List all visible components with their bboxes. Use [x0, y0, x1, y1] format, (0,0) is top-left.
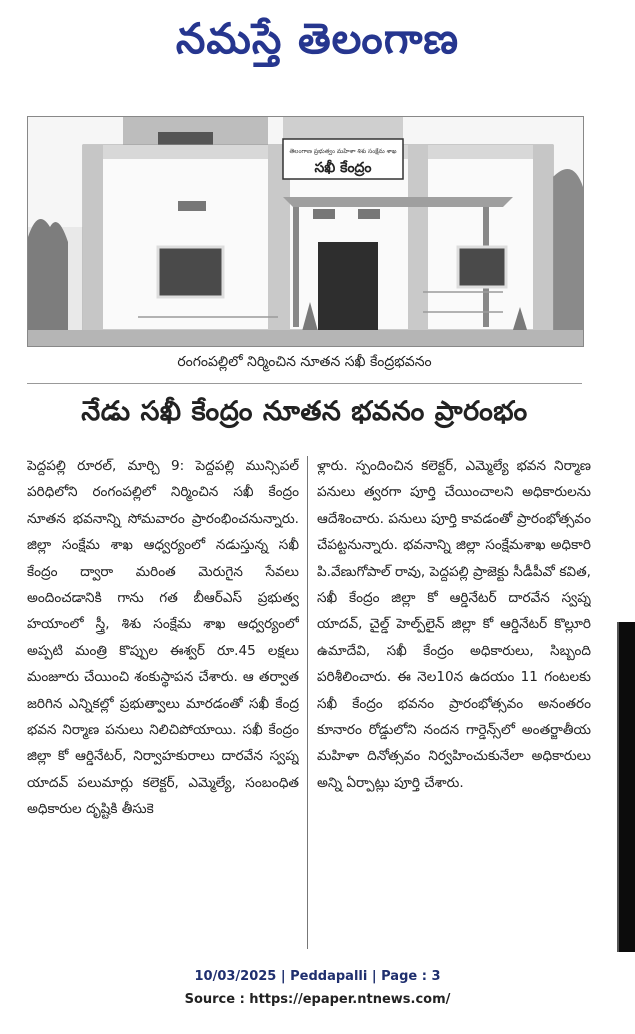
footer-date-line: 10/03/2025 | Peddapalli | Page : 3	[194, 969, 441, 984]
adjacent-article-edge	[617, 622, 635, 952]
separator-line	[27, 383, 582, 384]
article-photo	[27, 116, 584, 347]
board-line1: తెలంగాణ ప్రభుత్వం మహిళా శిశు సంక్షేమ శాఖ	[289, 148, 397, 155]
sakhi-kendram-building-illustration	[28, 117, 583, 346]
article-left-text: పెద్దపల్లి రూరల్, మార్చి 9: పెద్దపల్లి మున్సిపల్ పరిధిలోని రంగంపల్లిలో నిర్మించిన సఖీ కేంద్రం నూతన భవనాన్ని సోమవారం ప్రారంభించనున్నారు. జిల్లా సంక్షేమ శాఖ ఆధ్వర్యంలో నడుస్తున్న సఖీ కేంద్రం ద్వారా మరింత మెరుగైన సేవలు అందించడానికి గాను గత బీఆర్ఎస్ ప్రభుత్వ హయాంలో స్త్రీ, శిశు సంక్షేమ శాఖ ఆధ్వర్యంలో అప్పటి మంత్రి కొప్పుల ఈశ్వర్ రూ.45 లక్షలు మంజూరు చేయించి శంకుస్థాపన చేశారు. ఆ తర్వాత జరిగిన ఎన్నికల్లో ప్రభుత్వాలు మారడంతో సఖీ కేంద్ర భవన నిర్మాణ పనులు నిలిచిపోయాయి. సఖీ కేంద్రం జిల్లా కో ఆర్డినేటర్, నిర్వాహకురాలు దారవేన స్వప్న యాదవ్ పలుమార్లు కలెక్టర్, ఎమ్మెల్యే, సంబంధిత అధికారుల దృష్టికి తీసుకె	[27, 458, 299, 818]
article-headline: నేడు సఖీ కేంద్రం నూతన భవనం ప్రారంభం	[81, 396, 528, 427]
footer-source-line: Source : https://epaper.ntnews.com/	[184, 992, 451, 1007]
article-column-right	[317, 453, 591, 953]
board-main: సఖీ కేంద్రం	[314, 160, 372, 176]
photo-caption: రంగంపల్లిలో నిర్మించిన నూతన సఖీ కేంద్రభవనం	[177, 354, 432, 370]
article-column-left	[27, 453, 299, 953]
newspaper-masthead: నమస్తే తెలంగాణ	[175, 14, 460, 63]
article-right-text: ళ్లారు. స్పందించిన కలెక్టర్, ఎమ్మెల్యే భవన నిర్మాణ పనులు త్వరగా పూర్తి చేయించాలని అధికారులను ఆదేశించారు. పనులు పూర్తి కావడంతో ప్రారంభోత్సవం చేపట్టనున్నారు. భవనాన్ని జిల్లా సంక్షేమశాఖ అధికారి పి.వేణుగోపాల్ రావు, పెద్దపల్లి ప్రాజెక్టు సీడీపీవో కవిత, సఖీ కేంద్రం జిల్లా కో ఆర్డినేటర్ దారవేన స్వప్న యాదవ్, చైల్డ్ హెల్ప్‌లైన్ జిల్లా కో ఆర్డినేటర్ కొల్లూరి ఉమాదేవి, సఖీ కేంద్రం అధికారులు, సిబ్బంది పరిశీలించారు. ఈ నెల10న ఉదయం 11 గంటలకు సఖీ కేంద్రం భవనం ప్రారంభోత్సవం అనంతరం కూనారం రోడ్డులోని నందన గార్డెన్స్‌లో అంతర్జాతీయ మహిళా దినోత్సవం నిర్వహించుకునేలా అధికారులు అన్ని ఏర్పాట్లు పూర్తి చేశారు.	[317, 458, 591, 791]
column-divider	[307, 456, 308, 949]
